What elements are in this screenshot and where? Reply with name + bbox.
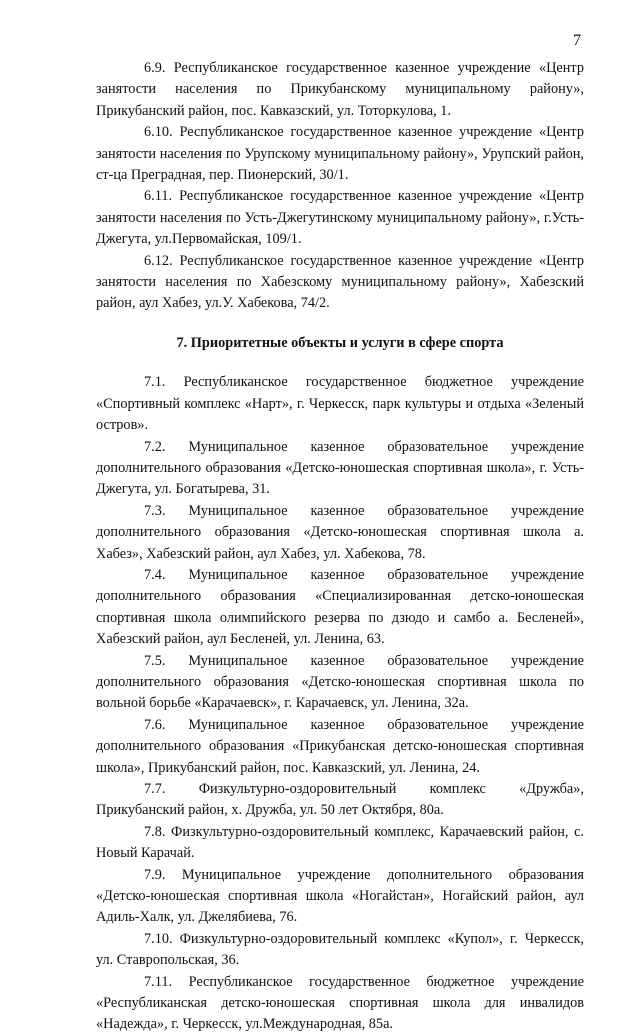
section-7-heading: 7. Приоритетные объекты и услуги в сфере спорта [176, 334, 504, 351]
list-item-7-10: 7.10. Физкультурно-оздоровительный комплекс «Купол», г. Черкесск, ул. Ставропольская, 36. [96, 930, 584, 969]
list-item-7-11: 7.11. Республиканское государственное бюджетное учреждение «Республиканская детско-юношеская спортивная школа для инвалидов «Надежда», г. Черкесск, ул.Международная, 85а. [96, 973, 584, 1033]
list-item-7-6: 7.6. Муниципальное казенное образовательное учреждение дополнительного образования «Прикубанская детско-юношеская спортивная школа», Прикубанский район, пос. Кавказский, ул. Ленина, 24. [96, 716, 584, 776]
list-item-6-11: 6.11. Республиканское государственное казенное учреждение «Центр занятости населения по Усть-Джегутинскому муниципальному району», г.Усть-Джегута, ул.Первомайская, 109/1. [96, 188, 584, 248]
list-item-7-2: 7.2. Муниципальное казенное образовательное учреждение дополнительного образования «Детско-юношеская спортивная школа», г. Усть-Джегута, ул. Богатырева, 31. [96, 438, 584, 498]
section-7-list [96, 372, 584, 1036]
list-item-7-1: 7.1. Республиканское государственное бюджетное учреждение «Спортивный комплекс «Нарт», г. Черкесск, парк культуры и отдыха «Зеленый остров». [96, 374, 584, 434]
list-item-7-8: 7.8. Физкультурно-оздоровительный комплекс, Карачаевский район, с. Новый Карачай. [96, 823, 584, 862]
list-item-6-9: 6.9. Республиканское государственное казенное учреждение «Центр занятости населения по Прикубанскому муниципальному району», Прикубанский район, пос. Кавказский, ул. Тоторкулова, 1. [96, 60, 584, 119]
list-item-7-3: 7.3. Муниципальное казенное образовательное учреждение дополнительного образования «Детско-юношеская спортивная школа а. Хабез», Хабезский район, аул Хабез, ул. Хабекова, 78. [96, 502, 584, 562]
document-body [96, 58, 584, 1036]
list-item-7-5: 7.5. Муниципальное казенное образовательное учреждение дополнительного образования «Детско-юношеская спортивная школа по вольной борьбе «Карачаевск», г. Карачаевск, ул. Ленина, 32а. [96, 652, 584, 712]
list-item-7-7: 7.7. Физкультурно-оздоровительный комплекс «Дружба», Прикубанский район, х. Дружба, ул. 50 лет Октября, 80а. [96, 781, 584, 819]
page-number: 7 [573, 32, 581, 49]
list-item-7-9: 7.9. Муниципальное учреждение дополнительного образования «Детско-юношеская спортивная школа «Ногайстан», Ногайский район, аул Адиль-Халк, ул. Джелябиева, 76. [96, 866, 584, 926]
list-item-7-4: 7.4. Муниципальное казенное образовательное учреждение дополнительного образования «Специализированная детско-юношеская спортивная школа олимпийского резерва по дзюдо и самбо а. Бесленей», Хабезский район, аул Бесленей, ул. Ленина, 63. [96, 566, 584, 648]
section-6-list [96, 58, 584, 315]
list-item-6-12: 6.12. Республиканское государственное казенное учреждение «Центр занятости населения по Хабезскому муниципальному району», Хабезский район, аул Хабез, ул.У. Хабекова, 74/2. [96, 252, 584, 312]
list-item-6-10: 6.10. Республиканское государственное казенное учреждение «Центр занятости населения по Урупскому муниципальному району», Урупский район, ст-ца Преградная, пер. Пионерский, 30/1. [96, 124, 584, 184]
